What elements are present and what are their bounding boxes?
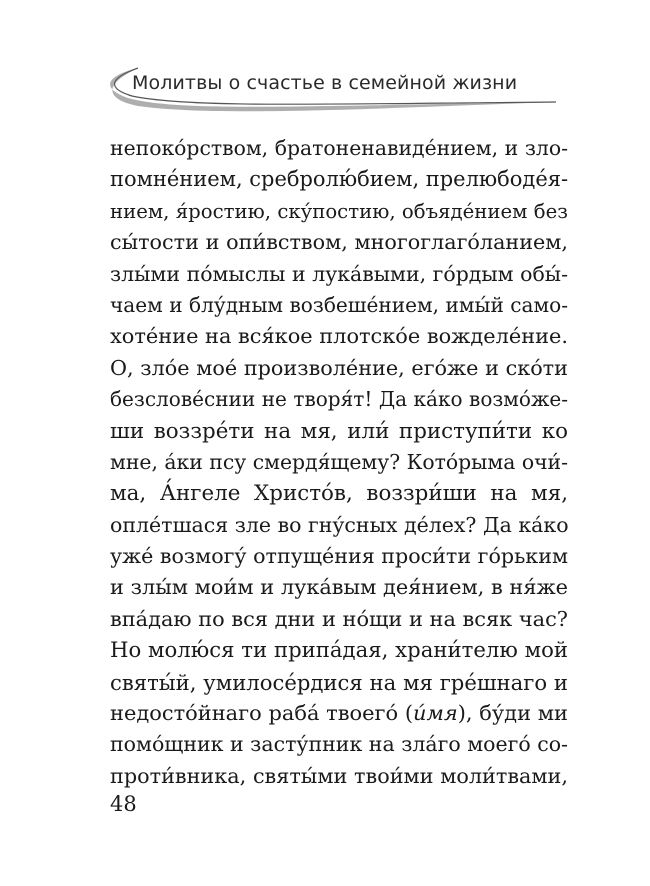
text-line: святы́й, умилосе́рдися на мя гре́шнаго и — [110, 669, 568, 695]
text-line: мне, а́ки псу смердя́щему? Кото́рыма очи́- — [110, 449, 568, 474]
text-line: помне́нием, сребролю́бием, прелюбоде́я- — [110, 167, 569, 192]
text-line: непоко́рством, братоненавиде́нием, и зло- — [110, 136, 568, 160]
text-line: уже́ возмогу́ отпуще́ния проси́ти го́рьким — [110, 544, 568, 569]
text-line: помо́щник и засту́пник на зла́го моего́ со- — [110, 732, 568, 757]
text-line: чаем и блу́дным возбеше́нием, имы́й само- — [110, 292, 568, 317]
text-line: недосто́йнаго раба́ твоего́ (и́мя), бу́ди ми — [110, 701, 568, 726]
text-line: Но молю́ся ти припа́дая, храни́телю мой — [110, 638, 568, 664]
text-line: безслове́снии не творя́т! Да ка́ко возмо́же- — [110, 387, 568, 412]
text-line: ма, А́нгеле Христо́в, воззри́ши на мя, — [110, 481, 568, 507]
running-head-title: Молитвы о счастье в семейной жизни — [132, 72, 518, 94]
prayer-body-text — [110, 133, 568, 792]
text-line: ши воззре́ти на мя, или́ приступи́ти ко — [110, 418, 568, 444]
text-line: нием, я́ростию, ску́постию, объяде́нием без — [110, 199, 568, 223]
text-line: хоте́ние на вся́кое плотско́е вожделе́ние. — [110, 324, 569, 349]
text-line: проти́вника, святы́ми твои́ми моли́твами, — [110, 763, 568, 788]
text-line: и злы́м мои́м и лука́вым дея́нием, в ня́же — [110, 575, 568, 600]
text-line: опле́тшася зле во гну́сных де́лех? Да ка́ко — [110, 512, 569, 537]
text-line: О, зло́е мое́ произволе́ние, его́же и ско́ти — [110, 355, 568, 380]
text-line: сы́тости и опи́вством, многоглаго́ланием, — [110, 230, 568, 255]
text-line: злы́ми по́мыслы и лука́выми, го́рдым обы́- — [110, 261, 568, 286]
text-line: впа́даю по вся дни и но́щи и на всяк час? — [110, 606, 568, 631]
page-number: 48 — [110, 792, 137, 816]
